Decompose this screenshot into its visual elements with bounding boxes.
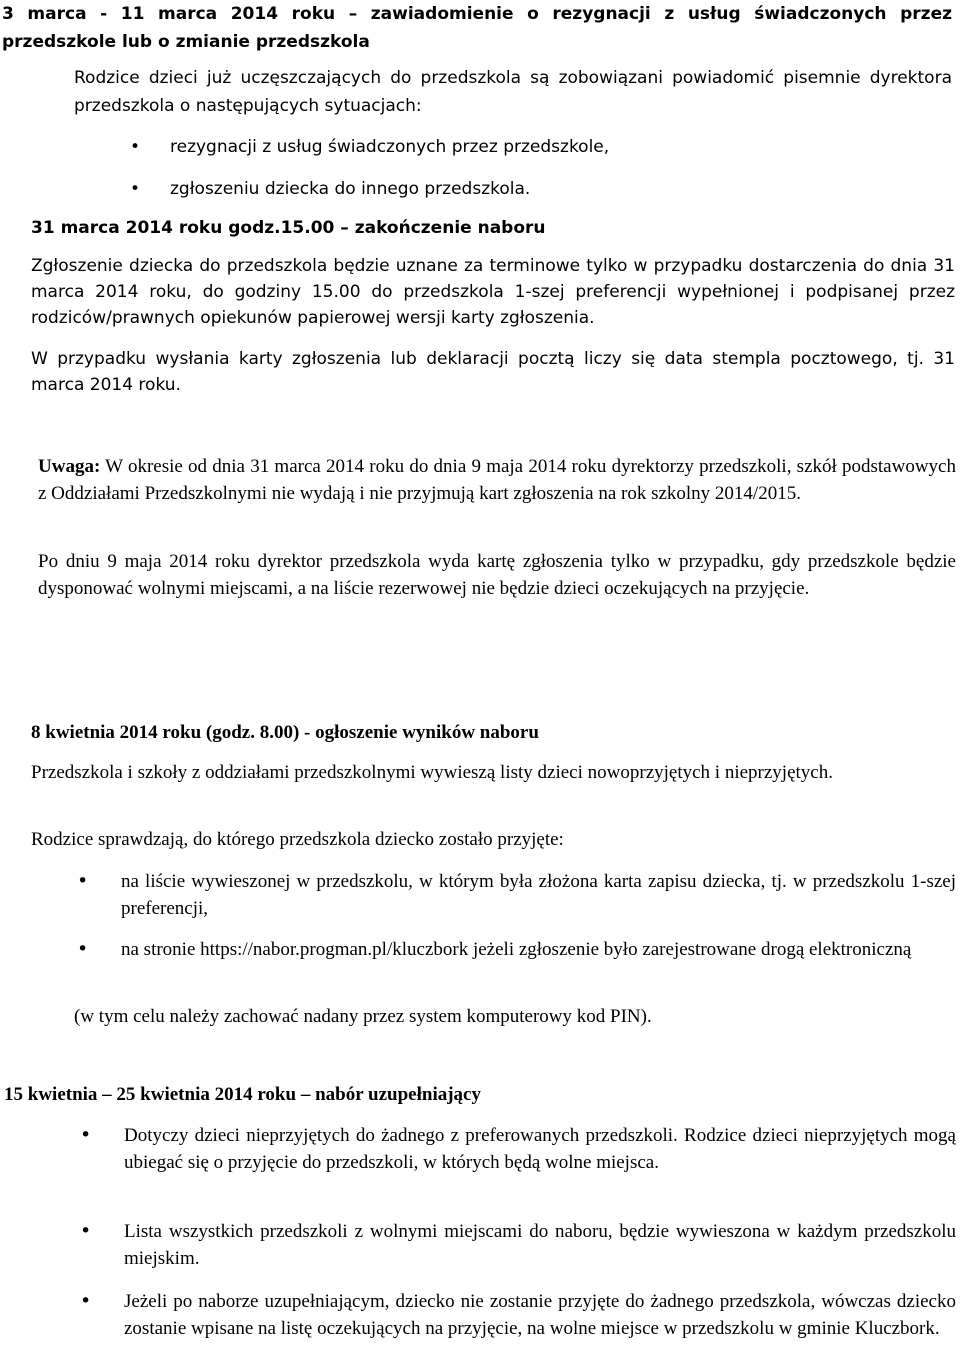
section-2-heading: 31 marca 2014 roku godz.15.00 – zakończenie naboru (31, 218, 546, 238)
section-3-after: (w tym celu należy zachować nadany przez system komputerowy kod PIN). (74, 1006, 652, 1027)
section-4-bullet-1: • Dotyczy dzieci nieprzyjętych do żadnego z preferowanych przedszkoli. Rodzice dzieci nieprzyjętych mogą ubiegać się o przyjęcie do przedszkoli, w których będą wolne miejsca. (124, 1122, 956, 1176)
section-1-heading: 3 marca - 11 marca 2014 roku – zawiadomienie o rezygnacji z usług świadczonych przez przedszkole lub o zmianie przedszkola (2, 4, 952, 52)
note-paragraph-2: Po dniu 9 maja 2014 roku dyrektor przedszkola wyda kartę zgłoszenia tylko w przypadku, gdy przedszkole będzie dysponować wolnymi miejscami, a na liście rezerwowej nie będzie dzieci oczekujących na przyjęcie. (38, 551, 956, 599)
section-3-paragraph-1: Przedszkola i szkoły z oddziałami przedszkolnymi wywieszą listy dzieci nowoprzyjętych i nieprzyjętych. (31, 762, 833, 783)
section-4-heading: 15 kwietnia – 25 kwietnia 2014 roku – nabór uzupełniający (4, 1084, 481, 1105)
section-1-bullet-2: • zgłoszeniu dziecka do innego przedszkola. (170, 176, 950, 203)
section-3-bullet-2: • na stronie https://nabor.progman.pl/kluczbork jeżeli zgłoszenie było zarejestrowane drogą elektroniczną (121, 936, 956, 963)
section-2-paragraph-1: Zgłoszenie dziecka do przedszkola będzie uznane za terminowe tylko w przypadku dostarczenia do dnia 31 marca 2014 roku, do godziny 15.00 do przedszkola 1-szej preferencji wypełnionej i podpisanej przez rodziców/prawnych opiekunów papierowej wersji karty zgłoszenia. (31, 256, 955, 328)
section-4-bullet-2: • Lista wszystkich przedszkoli z wolnymi miejscami do naboru, będzie wywieszona w każdym przedszkolu miejskim. (124, 1218, 956, 1272)
section-3-heading: 8 kwietnia 2014 roku (godz. 8.00) - ogłoszenie wyników naboru (31, 722, 539, 743)
note-label: Uwaga: (38, 456, 101, 477)
note-text: W okresie od dnia 31 marca 2014 roku do dnia 9 maja 2014 roku dyrektorzy przedszkoli, szkół podstawowych z Oddziałami Przedszkolnymi nie wydają i nie przyjmują kart zgłoszenia na rok szkolny 2014/2015. (38, 456, 956, 504)
section-4-bullet-3: • Jeżeli po naborze uzupełniającym, dziecko nie zostanie przyjęte do żadnego przedszkola, wówczas dziecko zostanie wpisane na listę oczekujących na przyjęcie, na wolne miejsce w przedszkolu w gminie Kluczbork. (124, 1288, 956, 1342)
section-3-bullet-1: • na liście wywieszonej w przedszkolu, w którym była złożona karta zapisu dziecka, tj. w przedszkolu 1-szej preferencji, (121, 868, 956, 922)
section-2-paragraph-2: W przypadku wysłania karty zgłoszenia lub deklaracji pocztą liczy się data stempla pocztowego, tj. 31 marca 2014 roku. (31, 349, 955, 395)
note-paragraph (38, 453, 956, 507)
section-1-bullet-1: • rezygnacji z usług świadczonych przez przedszkole, (170, 134, 950, 161)
section-3-paragraph-2: Rodzice sprawdzają, do którego przedszkola dziecko zostało przyjęte: (31, 829, 564, 850)
section-1-intro: Rodzice dzieci już uczęszczających do przedszkola są zobowiązani powiadomić pisemnie dyrektora przedszkola o następujących sytuacjach: (74, 68, 952, 116)
